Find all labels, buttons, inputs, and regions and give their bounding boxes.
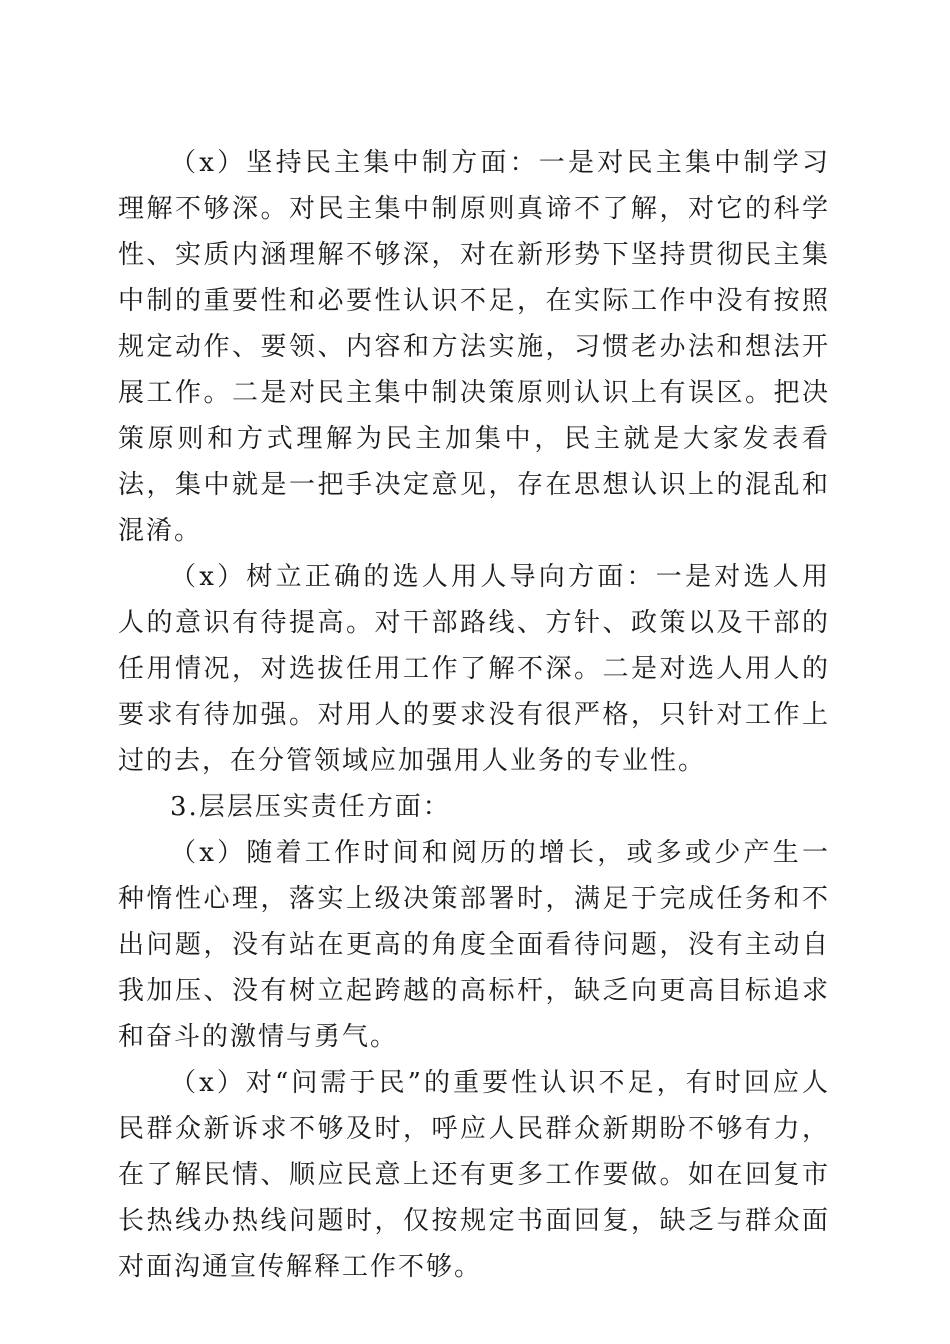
paragraph-personnel-selection: （x）树立正确的选人用人导向方面：一是对选人用人的意识有待提高。对干部路线、方针、政策以及干部的任用情况，对选拔任用工作了解不深。二是对选人用人的要求有待加强。对用人的要求没有很严格，只针对工作上过的去，在分管领域应加强用人业务的专业性。	[118, 562, 830, 776]
section-heading-responsibility: 3.层层压实责任方面：	[170, 792, 451, 822]
document-body	[118, 140, 830, 1290]
paragraph-public-needs: （x）对“问需于民”的重要性认识不足，有时回应人民群众新诉求不够及时，呼应人民群众新期盼不够有力，在了解民情、顺应民意上还有更多工作要做。如在回复市长热线办热线问题时，仅按规定书面回复，缺乏与群众面对面沟通宣传解释工作不够。	[118, 1068, 830, 1282]
paragraph-inertia: （x）随着工作时间和阅历的增长，或多或少产生一种惰性心理，落实上级决策部署时，满足于完成任务和不出问题，没有站在更高的角度全面看待问题，没有主动自我加压、没有树立起跨越的高标杆，缺乏向更高目标追求和奋斗的激情与勇气。	[118, 838, 830, 1052]
paragraph-democratic-centralism: （x）坚持民主集中制方面：一是对民主集中制学习理解不够深。对民主集中制原则真谛不了解，对它的科学性、实质内涵理解不够深，对在新形势下坚持贯彻民主集中制的重要性和必要性认识不足，在实际工作中没有按照规定动作、要领、内容和方法实施，习惯老办法和想法开展工作。二是对民主集中制决策原则认识上有误区。把决策原则和方式理解为民主加集中，民主就是大家发表看法，集中就是一把手决定意见，存在思想认识上的混乱和混淆。	[118, 148, 830, 546]
